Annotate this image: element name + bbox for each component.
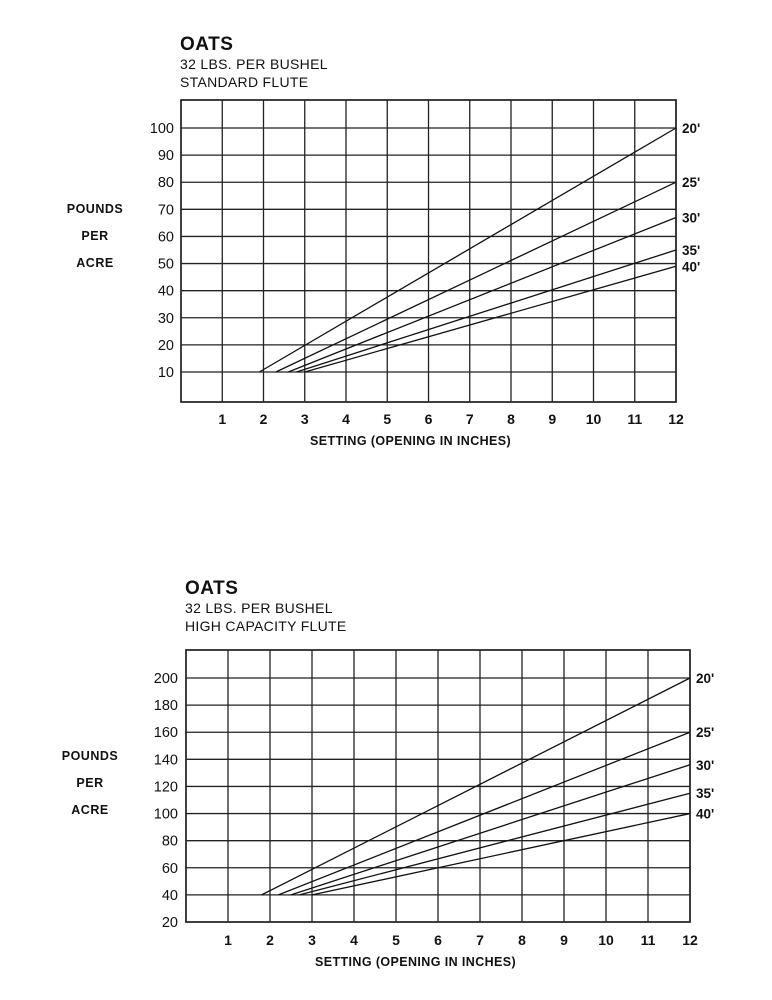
y-tick-label: 80: [157, 175, 174, 192]
chart2-ylabel-per: PER: [76, 776, 104, 790]
series-end-label: 40': [696, 806, 715, 822]
y-tick-label: 100: [153, 806, 178, 823]
x-tick-label: 11: [640, 932, 656, 948]
chart1-ylabel-pounds: POUNDS: [66, 202, 124, 216]
y-tick-label: 70: [157, 202, 174, 219]
series-end-label: 20': [682, 121, 701, 136]
chart2-title: OATS: [185, 578, 239, 599]
y-tick-label: 200: [153, 671, 178, 687]
series-line-35ft: [299, 793, 690, 895]
y-tick-label: 40: [161, 887, 178, 904]
y-tick-label: 20: [157, 337, 174, 354]
x-tick-label: 9: [560, 932, 568, 948]
x-tick-label: 7: [465, 411, 474, 427]
y-tick-label: 40: [157, 283, 174, 300]
x-tick-label: 12: [668, 411, 684, 427]
y-tick-label: 140: [153, 752, 178, 769]
x-tick-label: 8: [518, 932, 526, 948]
series-end-label: 35': [682, 243, 701, 258]
chart2-ylabel-acre: ACRE: [71, 803, 109, 817]
y-tick-label: 60: [161, 860, 178, 877]
x-tick-label: 3: [308, 932, 316, 948]
x-tick-label: 6: [434, 932, 442, 948]
chart1-subtitle-flute: STANDARD FLUTE: [180, 74, 309, 90]
chart2-subtitle-flute: HIGH CAPACITY FLUTE: [185, 618, 347, 634]
y-tick-label: 90: [157, 148, 174, 165]
x-tick-label: 3: [300, 411, 309, 427]
x-tick-label: 4: [350, 932, 358, 948]
y-tick-label: 80: [161, 833, 178, 850]
x-tick-label: 10: [585, 411, 602, 427]
y-tick-label: 60: [157, 229, 174, 246]
chart2-subtitle-bushel: 32 LBS. PER BUSHEL: [185, 600, 333, 616]
x-tick-label: 9: [548, 411, 557, 427]
y-tick-label: 180: [153, 698, 178, 715]
y-tick-label: 160: [153, 725, 178, 742]
chart1-ylabel-per: PER: [81, 229, 109, 243]
x-tick-label: 11: [627, 411, 643, 427]
y-tick-label: 100: [149, 121, 174, 137]
y-tick-label: 20: [161, 915, 178, 931]
y-tick-label: 30: [157, 310, 174, 327]
series-end-label: 25': [682, 175, 701, 191]
x-tick-label: 7: [476, 932, 484, 948]
series-end-label: 35': [696, 786, 715, 802]
series-line-30ft: [291, 765, 690, 895]
x-tick-label: 1: [218, 411, 227, 427]
y-tick-label: 10: [157, 365, 174, 381]
x-tick-label: 6: [424, 411, 433, 427]
series-end-label: 40': [682, 259, 701, 275]
x-tick-label: 2: [266, 932, 274, 948]
chart1-xlabel: SETTING (OPENING IN INCHES): [310, 434, 512, 448]
series-end-label: 30': [682, 210, 701, 226]
x-tick-label: 1: [224, 932, 232, 948]
series-end-label: 30': [696, 757, 715, 773]
series-end-label: 20': [696, 671, 715, 686]
chart1-subtitle-bushel: 32 LBS. PER BUSHEL: [180, 56, 328, 72]
x-tick-label: 5: [383, 411, 392, 427]
x-tick-label: 8: [507, 411, 515, 427]
x-tick-label: 10: [598, 932, 614, 948]
y-tick-label: 50: [157, 256, 174, 273]
chart1-ylabel-acre: ACRE: [76, 256, 114, 270]
series-end-label: 25': [696, 725, 715, 741]
x-tick-label: 12: [682, 932, 698, 948]
x-tick-label: 2: [259, 411, 268, 427]
x-tick-label: 5: [392, 932, 400, 948]
y-tick-label: 120: [153, 779, 178, 796]
chart2-xlabel: SETTING (OPENING IN INCHES): [315, 955, 517, 969]
chart2-ylabel-pounds: POUNDS: [61, 749, 119, 763]
x-tick-label: 4: [342, 411, 350, 427]
chart1-title: OATS: [180, 34, 234, 55]
